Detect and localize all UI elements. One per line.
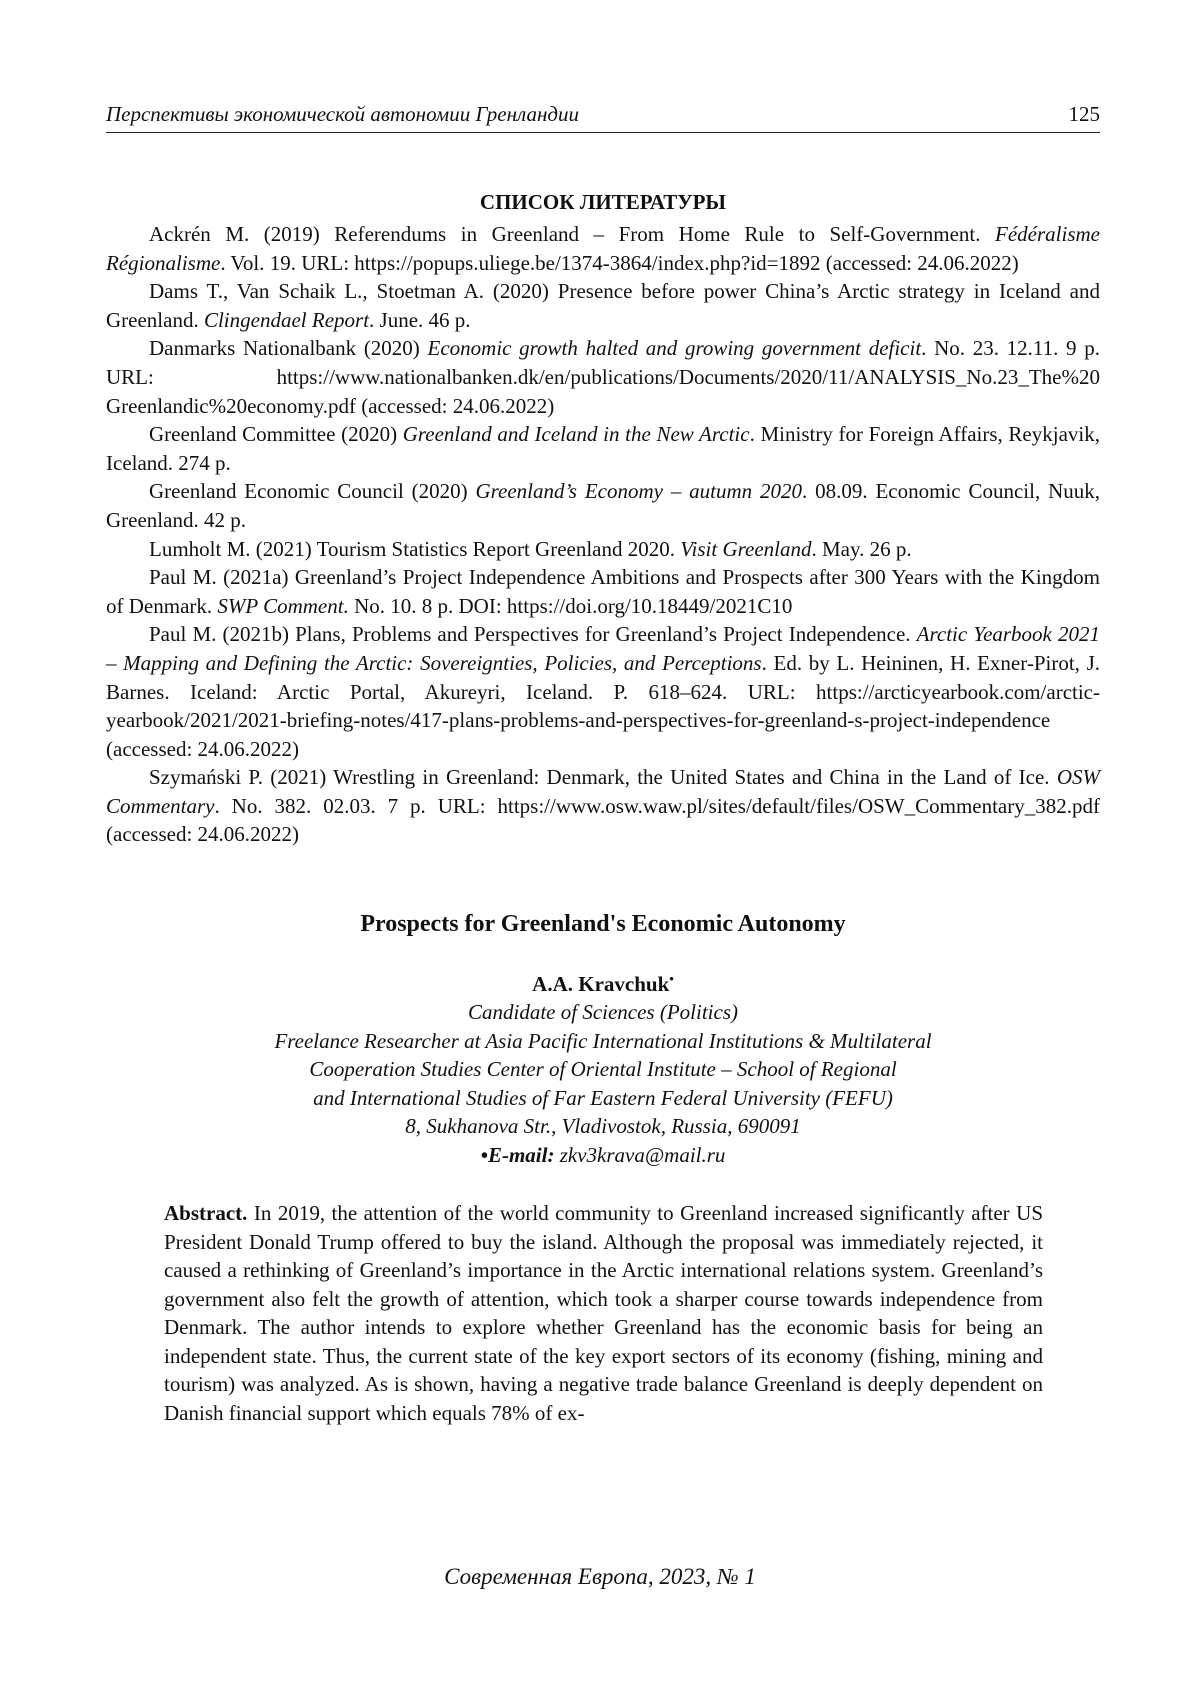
main-content [106,188,1100,1428]
author-block [106,965,1100,1169]
reference-item: Danmarks Nationalbank (2020) Economic growth halted and growing government deficit. No. 23. 12.11. 9 p. URL: https://www.nationalbanken.dk/en/publications/Documents/2020/11/ANALYSIS_No.23_The%20 Greenlandic%20economy.pdf (accessed: 24.06.2022) [106,336,1100,418]
running-header [106,100,1100,133]
reference-item: Greenland Committee (2020) Greenland and Iceland in the New Arctic. Ministry for Foreign Affairs, Reykjavik, Iceland. 274 p. [106,422,1100,475]
reference-list [106,220,1100,849]
email-label: •E-mail: [480,1142,555,1167]
journal-footer: Современная Европа, 2023, № 1 [444,1564,756,1589]
author-email [106,1141,1100,1169]
article-title: Prospects for Greenland's Economic Autonomy [360,911,846,938]
reference-item: Paul M. (2021a) Greenland’s Project Independence Ambitions and Prospects after 300 Years with the Kingdom of Denmark. SWP Comment. No. 10. 8 p. DOI: https://doi.org/10.18449/2021C10 [106,565,1100,618]
reference-item: Lumholt M. (2021) Tourism Statistics Report Greenland 2020. Visit Greenland. May. 26 p. [149,536,912,561]
abstract-text: In 2019, the attention of the world community to Greenland increased significantly after US President Donald Trump offered to buy the island. Although the proposal was immediately rejected, it caused a rethinking of Greenland’s importance in the Arctic international relations system. Greenland’s government also felt the growth of attention, which took a sharper course towards independence from Denmark. The author intends to explore whether Greenland has the economic basis for being an independent state. Thus, the current state of the key export sectors of its economy (fishing, mining and tourism) was analyzed. As is shown, having a negative trade balance Greenland is deeply dependent on Danish financial support which equals 78% of ex- [164,1200,1043,1426]
affiliation-line: Cooperation Studies Center of Oriental Institute – School of Regional [309,1057,897,1082]
reference-item: Ackrén M. (2019) Referendums in Greenland – From Home Rule to Self-Government. Fédéralisme Régionalisme. Vol. 19. URL: https://popups.uliege.be/1374-3864/index.php?id=1892 (accessed: 24.06.2022) [106,222,1100,275]
references-heading: СПИСОК ЛИТЕРАТУРЫ [479,190,727,214]
email-address: zkv3krava@mail.ru [559,1142,726,1167]
page-number: 125 [1068,102,1100,126]
author-name: A.A. Kravchuk• [532,971,674,997]
running-title: Перспективы экономической автономии Гренландии [106,102,579,126]
affiliation-line: and International Studies of Far Eastern Federal University (FEFU) [313,1085,893,1110]
abstract [164,1199,1043,1428]
affiliation-line: Freelance Researcher at Asia Pacific International Institutions & Multilateral [274,1028,932,1053]
reference-item: Paul M. (2021b) Plans, Problems and Perspectives for Greenland’s Project Independence. Arctic Yearbook 2021 – Mapping and Defining the Arctic: Sovereignties, Policies, and Perceptions. Ed. by L. Heininen, H. Exner-Pirot, J. Barnes. Iceland: Arctic Portal, Akureyri, Iceland. P. 618–624. URL: https://arcticyearbook.com/arctic-yearbook/2021/2021-briefing-notes/417-plans-problems-and-perspectives-for-greenland-s-project-independence (accessed: 24.06.2022) [106,622,1100,761]
author-footnote-mark: • [669,971,674,987]
reference-item: Szymański P. (2021) Wrestling in Greenland: Denmark, the United States and China in the Land of Ice. OSW Commentary. No. 382. 02.03. 7 p. URL: https://www.osw.waw.pl/sites/default/files/OSW_Commentary_382.pdf (accessed: 24.06.2022) [106,765,1100,847]
reference-item: Greenland Economic Council (2020) Greenland’s Economy – autumn 2020. 08.09. Economic Council, Nuuk, Greenland. 42 p. [106,479,1100,532]
affiliation-line: 8, Sukhanova Str., Vladivostok, Russia, 690091 [405,1114,801,1139]
abstract-label: Abstract. [164,1200,248,1225]
author-degree: Candidate of Sciences (Politics) [467,1000,739,1025]
reference-item: Dams T., Van Schaik L., Stoetman A. (2020) Presence before power China’s Arctic strategy in Iceland and Greenland. Clingendael Report. June. 46 p. [106,279,1100,332]
